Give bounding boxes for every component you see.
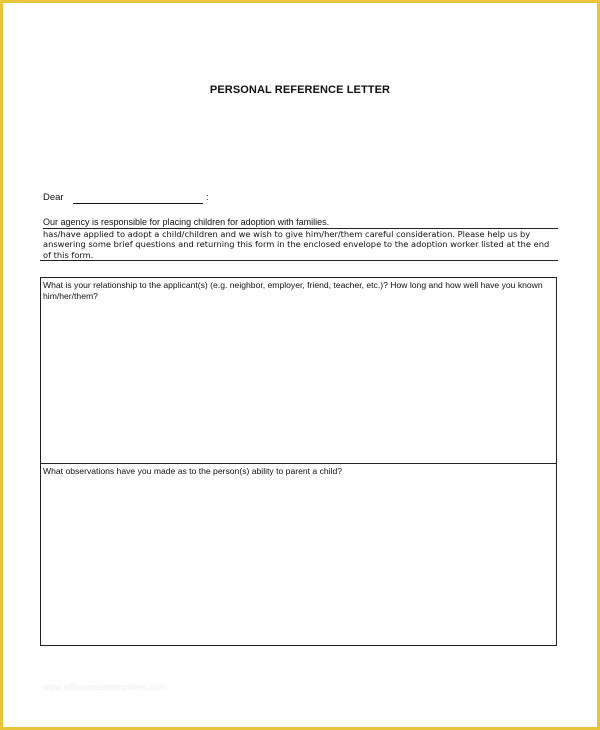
watermark-text: www.allbusinesstemplates.com xyxy=(42,682,167,692)
intro-paragraph-line1: Our agency is responsible for placing children for adoption with families. xyxy=(43,217,330,227)
intro-divider xyxy=(40,260,558,261)
salutation-blank-line xyxy=(73,203,203,204)
document-title: PERSONAL REFERENCE LETTER xyxy=(209,84,391,96)
intro-paragraph-body: has/have applied to adopt a child/children and we wish to give him/her/them careful consideration. Please help us by answering some brief questions and returning this form in the enclosed envelope to the adoption worker listed at the end of this form. xyxy=(43,229,550,260)
question-box-parenting[interactable] xyxy=(40,463,557,646)
question-box-relationship[interactable] xyxy=(40,277,557,464)
salutation-colon: : xyxy=(206,192,209,203)
question-relationship-text: What is your relationship to the applicant(s) (e.g. neighbor, employer, friend, teacher, etc.)? How long and how well have you known him/her/them? xyxy=(43,280,543,301)
question-parenting-text: What observations have you made as to the person(s) ability to parent a child? xyxy=(43,466,343,476)
salutation-label: Dear xyxy=(43,192,64,203)
